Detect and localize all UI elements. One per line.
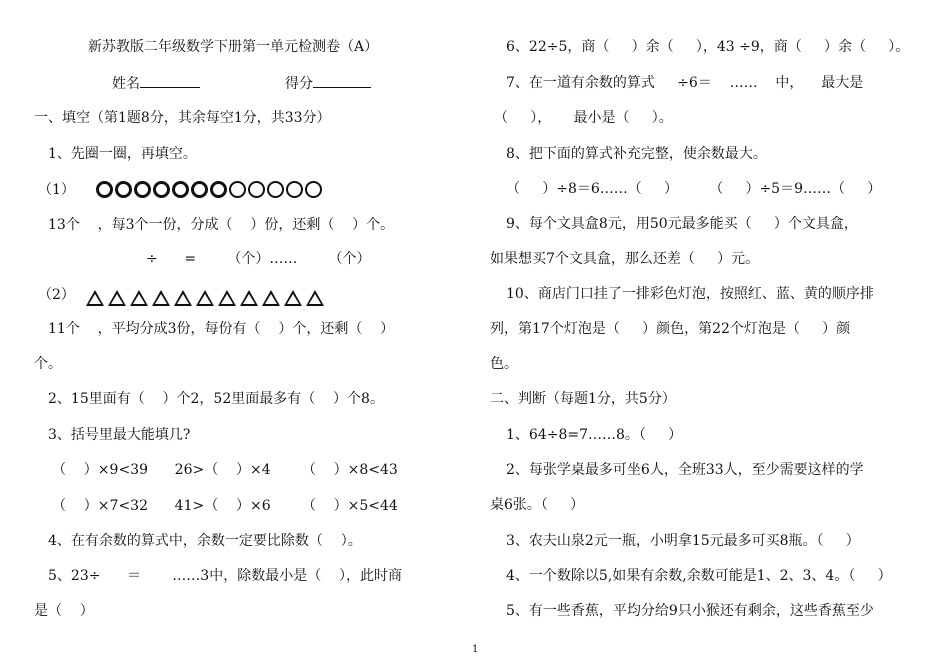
question-9: 9、每个文具盒8元，用50元最多能买（ ）个文具盒， [506, 216, 858, 232]
circle-shape [210, 181, 227, 198]
page-title: 新苏教版二年级数学下册第一单元检测卷（A） [88, 39, 379, 55]
q3-row-1: （ ）×9<39 26>（ ）×4 （ ）×8<43 [52, 462, 398, 478]
circle-shape [229, 181, 246, 198]
triangle-shape [196, 290, 214, 306]
triangle-shape [306, 290, 324, 306]
score-blank[interactable] [313, 73, 371, 88]
name-label: 姓名 [112, 76, 140, 92]
triangle-shape [218, 290, 236, 306]
question-10c: 色。 [490, 356, 518, 372]
question-1: 1、先圈一圈，再填空。 [48, 146, 197, 162]
circle-shape [153, 181, 170, 198]
question-10: 10、商店门口挂了一排彩色灯泡，按照红、蓝、黄的顺序排 [506, 286, 874, 302]
circle-shape [96, 181, 113, 198]
q1-part2-label: （2） [38, 287, 75, 303]
triangle-shape [130, 290, 148, 306]
q1-line-3b: 个。 [34, 356, 62, 372]
q1-part1-label: （1） [38, 182, 75, 198]
q1-line-2: ÷ = （个）…… （个） [146, 251, 371, 267]
triangle-shape [240, 290, 258, 306]
question-5b: 是（ ） [34, 603, 94, 619]
triangle-shape [284, 290, 302, 306]
name-field[interactable] [112, 73, 200, 94]
q1-line-3: 11个 ，平均分成3份，每份有（ ）个，还剩（ ） [48, 321, 395, 337]
score-field[interactable] [285, 73, 371, 94]
question-4: 4、在有余数的算式中，余数一定要比除数（ ）。 [48, 533, 362, 549]
circle-shape [248, 181, 265, 198]
triangle-shape [262, 290, 280, 306]
triangle-shape [108, 290, 126, 306]
section-2-heading: 二、判断（每题1分，共5分） [490, 391, 676, 407]
circle-shape [134, 181, 151, 198]
question-10b: 列，第17个灯泡是（ ）颜色，第22个灯泡是（ ）颜 [490, 321, 851, 337]
score-label: 得分 [285, 76, 313, 92]
triangle-shape [174, 290, 192, 306]
question-3: 3、括号里最大能填几? [48, 427, 191, 443]
judge-4: 4、一个数除以5,如果有余数,余数可能是1、2、3、4。（ ） [506, 568, 892, 584]
triangle-shape [152, 290, 170, 306]
judge-2b: 桌6张。（ ） [490, 497, 585, 513]
page-number: 1 [472, 644, 479, 655]
q8-row: （ ）÷8＝6……（ ） （ ）÷5＝9……（ ） [506, 181, 882, 197]
section-1-heading: 一、填空（第1题8分，其余每空1分，共33分） [34, 110, 331, 126]
q3-row-2: （ ）×7<32 41>（ ）×6 （ ）×5<44 [52, 498, 398, 514]
question-7b: （ ）， 最小是（ ）。 [494, 110, 673, 126]
circle-shape [267, 181, 284, 198]
question-7: 7、在一道有余数的算式 ÷6＝ …… 中， 最大是 [506, 75, 864, 91]
question-9b: 如果想买7个文具盒，那么还差（ ）元。 [490, 251, 760, 267]
triangle-shape [86, 290, 104, 306]
question-8: 8、把下面的算式补充完整，使余数最大。 [506, 146, 767, 162]
circle-shape [305, 181, 322, 198]
triangle-row [86, 290, 328, 306]
judge-3: 3、农夫山泉2元一瓶，小明拿15元最多可买8瓶。（ ） [506, 533, 860, 549]
circle-shape [172, 181, 189, 198]
circle-row [96, 181, 324, 198]
judge-5: 5、有一些香蕉，平均分给9只小猴还有剩余，这些香蕉至少 [506, 603, 874, 619]
question-6: 6、22÷5，商（ ）余（ ），43 ÷9，商（ ）余（ ）。 [506, 39, 910, 55]
circle-shape [286, 181, 303, 198]
question-2: 2、15里面有（ ）个2，52里面最多有（ ）个8。 [48, 391, 384, 407]
circle-shape [115, 181, 132, 198]
question-5: 5、23÷ ＝ ……3中，除数最小是（ ），此时商 [48, 568, 403, 584]
circle-shape [191, 181, 208, 198]
judge-2: 2、每张学桌最多可坐6人，全班33人，至少需要这样的学 [506, 462, 864, 478]
name-blank[interactable] [140, 73, 200, 88]
judge-1: 1、64÷8=7……8。（ ） [506, 427, 683, 443]
q1-line-1: 13个 ，每3个一份，分成（ ）份，还剩（ ）个。 [48, 217, 395, 233]
